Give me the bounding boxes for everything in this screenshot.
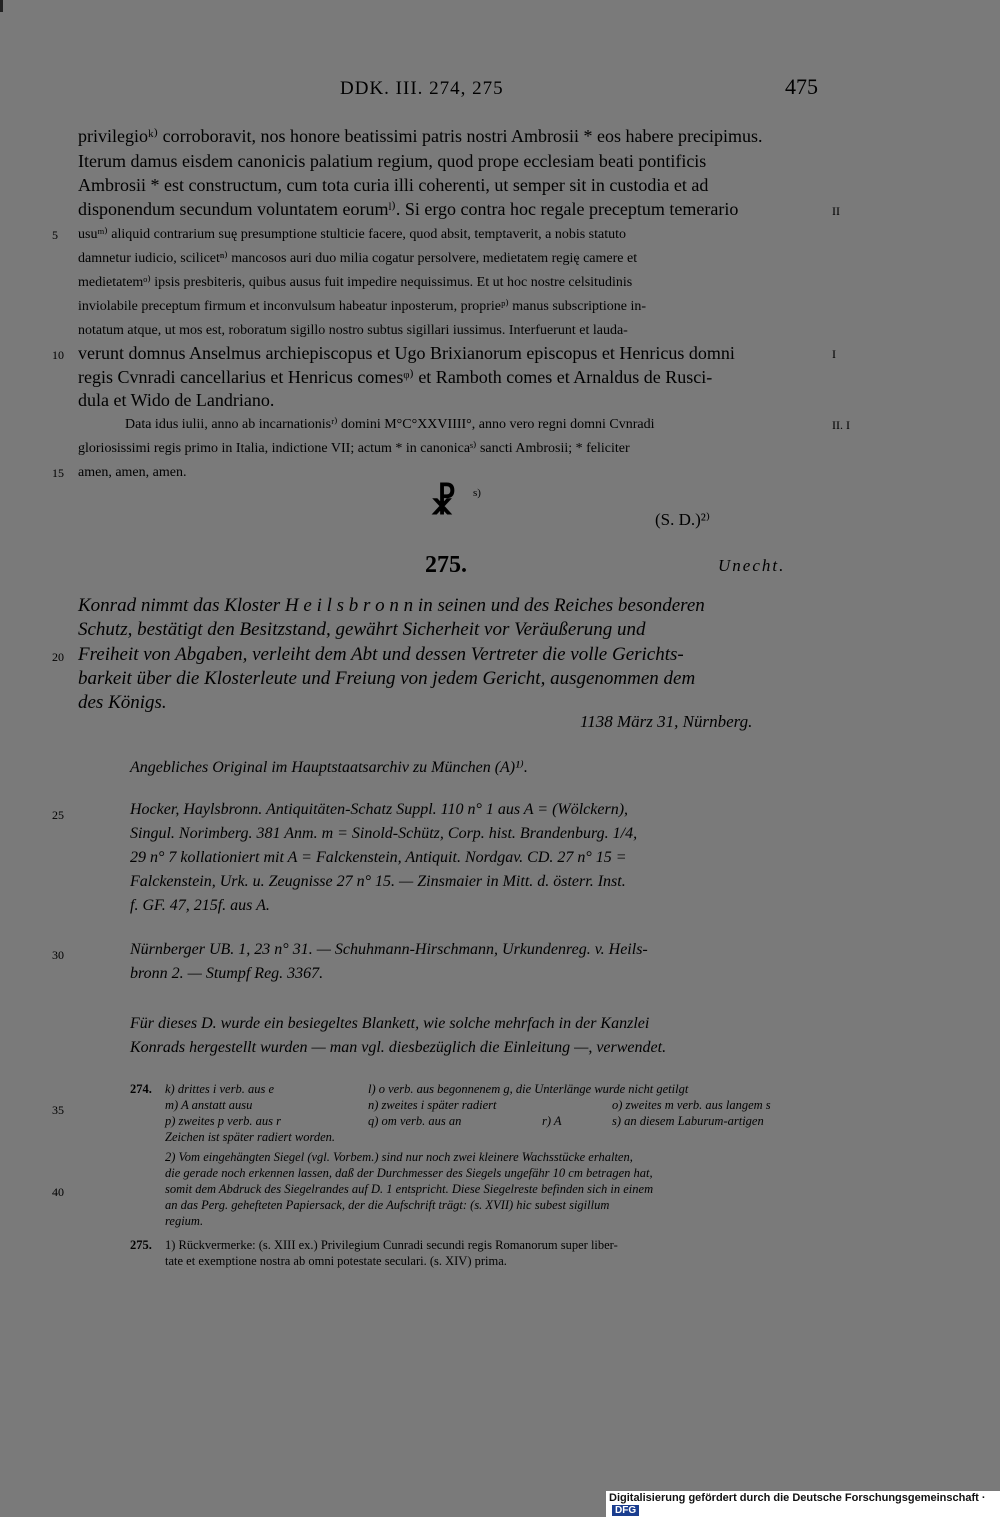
dfg-logo: DFG [612, 1505, 639, 1516]
text-line: damnetur iudicio, scilicetⁿ⁾ mancosos auri duo milia cogatur persolvere, medietatem regię camere et [78, 251, 638, 266]
margin-mark: II. I [832, 418, 850, 432]
footnote: s) an diesem Laburum-artigen [612, 1114, 764, 1128]
footnote-label: 275. [130, 1238, 152, 1252]
footnote: die gerade noch erkennen lassen, daß der Durchmesser des Siegels ungefähr 10 cm betragen hat, [165, 1166, 653, 1180]
footnote: o) zweites m verb. aus langem s [612, 1098, 771, 1112]
digitization-footer [606, 1491, 1000, 1517]
text-line: Ambrosii * est constructum, cum tota curia illi coherenti, ut semper sit in custodia et ad [78, 175, 709, 195]
footnote: k) drittes i verb. aus e [165, 1082, 275, 1096]
line-number: 40 [52, 1185, 64, 1199]
footnote: q) om verb. aus an [368, 1114, 462, 1128]
page-number: 475 [785, 74, 818, 99]
seal-note: (S. D.)²⁾ [655, 510, 711, 529]
authenticity-status: Unecht. [718, 556, 786, 575]
text-line: gloriosissimi regis primo in Italia, indictione VII; actum * in canonicaˢ⁾ sancti Ambrosii; * feliciter [78, 441, 630, 456]
text-line: privilegioᵏ⁾ corroboravit, nos honore beatissimi patris nostri Ambrosii * eos habere precipimus. [78, 126, 763, 146]
text-line: inviolabile preceptum firmum et inconvulsum habeatur inposterum, proprieᵖ⁾ manus subscriptione in- [78, 299, 647, 314]
text-line: disponendum secundum voluntatem eorumˡ⁾. Si ergo contra hoc regale preceptum temerario [78, 199, 739, 219]
footnote: l) o verb. aus begonnenem g, die Unterlänge wurde nicht getilgt [368, 1082, 689, 1096]
footnote: 2) Vom eingehängten Siegel (vgl. Vorbem.) sind nur noch zwei kleinere Wachsstücke erhalten, [165, 1150, 633, 1164]
document-number: 275. [425, 552, 467, 578]
scan-edge-mark [0, 0, 3, 12]
edition-line: Hocker, Haylsbronn. Antiquitäten-Schatz Suppl. 110 n° 1 aus A = (Wölckern), [130, 801, 629, 818]
edition-line: Falckenstein, Urk. u. Zeugnisse 27 n° 15. — Zinsmaier in Mitt. d. österr. Inst. [130, 873, 626, 890]
margin-mark: I [832, 347, 836, 361]
footer-text: Digitalisierung gefördert durch die Deutsche Forschungsgemeinschaft · [609, 1492, 986, 1504]
footnote-label: 274. [130, 1082, 152, 1096]
text-line: medietatemᵒ⁾ ipsis presbiteris, quibus ausus fuit impedire nequissimus. Et ut hoc nostre celsitudinis [78, 275, 633, 290]
margin-mark: II [832, 204, 840, 218]
text-line: amen, amen, amen. [78, 465, 187, 480]
line-number: 10 [52, 348, 64, 362]
edition-line: f. GF. 47, 215f. aus A. [130, 897, 270, 914]
text-line: notatum atque, ut mos est, roboratum sigillo nostro subtus sigillari iussimus. Interfuerunt et lauda- [78, 323, 628, 338]
footnote: n) zweites i später radiert [368, 1098, 497, 1112]
line-number: 5 [52, 228, 58, 242]
footnote: m) A anstatt ausu [165, 1098, 253, 1112]
footnote: p) zweites p verb. aus r [165, 1114, 281, 1128]
regest-line: barkeit über die Klosterleute und Freiung von jedem Gericht, ausgenommen dem [78, 668, 696, 689]
remark-line: Für dieses D. wurde ein besiegeltes Blankett, wie solche mehrfach in der Kanzlei [130, 1015, 650, 1032]
regest-line: Freiheit von Abgaben, verleiht dem Abt und dessen Vertreter die volle Gerichts- [78, 644, 684, 665]
edition-line: Singul. Norimberg. 381 Anm. m = Sinold-Schütz, Corp. hist. Brandenburg. 1/4, [130, 825, 638, 842]
footnote: regium. [165, 1214, 204, 1228]
running-header: DDK. III. 274, 275 [340, 78, 504, 99]
regest-line: Konrad nimmt das Kloster H e i l s b r o n n in seinen und des Reiches besonderen [78, 595, 705, 616]
text-line: usuᵐ⁾ aliquid contrarium suę presumptione stulticie facere, quod absit, temptaverit, a nobis statuto [78, 227, 626, 242]
text-line: dula et Wido de Landriano. [78, 390, 275, 410]
regesta-line: Nürnberger UB. 1, 23 n° 31. — Schuhmann-Hirschmann, Urkundenreg. v. Heils- [130, 941, 648, 958]
line-number: 20 [52, 650, 64, 664]
footnote: somit dem Abdruck des Siegelrandes auf D. 1 entspricht. Diese Siegelreste befinden sich in einem [165, 1182, 654, 1196]
footnote: tate et exemptione nostra ab omni potestate seculari. (s. XIV) prima. [165, 1254, 507, 1268]
date-place: 1138 März 31, Nürnberg. [580, 712, 753, 731]
footnote: Zeichen ist später radiert worden. [165, 1130, 336, 1144]
line-number: 25 [52, 808, 64, 822]
line-number: 35 [52, 1103, 64, 1117]
text-line: regis Cvnradi cancellarius et Henricus comesᵠ⁾ et Ramboth comes et Arnaldus de Rusci- [78, 367, 713, 387]
regest-line: des Königs. [78, 692, 167, 713]
line-number: 30 [52, 948, 64, 962]
edition-line: 29 n° 7 kollationiert mit A = Falckenstein, Antiquit. Nordgav. CD. 27 n° 15 = [130, 849, 627, 866]
source-note: Angebliches Original im Hauptstaatsarchiv zu München (A)¹⁾. [130, 759, 528, 776]
text-line: Data idus iulii, anno ab incarnationisʳ⁾ domini M°C°XXVIIII°, anno vero regni domni Cvnradi [125, 417, 655, 432]
footnote: r) A [542, 1114, 562, 1128]
footnote: an das Perg. gehefteten Papiersack, der die Aufschrift trägt: (s. XVII) hic subest sigillum [165, 1198, 610, 1212]
regesta-line: bronn 2. — Stumpf Reg. 3367. [130, 965, 324, 982]
text-line: verunt domnus Anselmus archiepiscopus et Ugo Brixianorum episcopus et Henricus domni [78, 343, 735, 363]
chrismon-symbol: ☧ [430, 485, 457, 522]
line-number: 15 [52, 466, 64, 480]
chrismon-note: s) [473, 487, 481, 499]
regest-line: Schutz, bestätigt den Besitzstand, gewährt Sicherheit vor Veräußerung und [78, 619, 646, 640]
footnote: 1) Rückvermerke: (s. XIII ex.) Privilegium Cunradi secundi regis Romanorum super liber- [165, 1238, 618, 1252]
text-line: Iterum damus eisdem canonicis palatium regium, quod prope ecclesiam beati pontificis [78, 151, 707, 171]
remark-line: Konrads hergestellt wurden — man vgl. diesbezüglich die Einleitung —, verwendet. [130, 1039, 667, 1056]
